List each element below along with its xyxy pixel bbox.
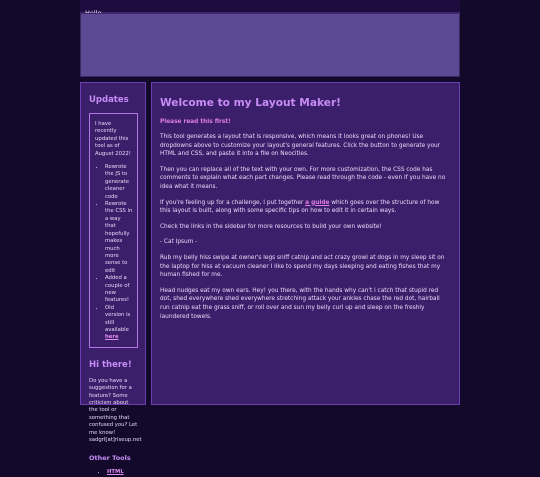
guide-text-before: If you're feeling up for a challenge, I put together [160, 199, 306, 206]
updates-list [95, 164, 133, 342]
top-nav-bar [80, 0, 460, 13]
hi-text: Do you have a suggestion for a feature? Some criticism about the tool or something that confused you? Let me know! [89, 377, 138, 436]
main-content [151, 82, 460, 405]
other-tools-heading: Other Tools [89, 454, 131, 463]
sidebar [80, 82, 146, 476]
right-gutter [460, 0, 540, 405]
hi-heading: Hi there! [89, 359, 132, 370]
updates-list-item: • Added a couple of new features! [105, 275, 133, 305]
customization-paragraph: Then you can replace all of the text with your own. For more customization, the CSS code has comments to explain what each part changes. Please read through the code - even if you have no idea what it means. [160, 166, 446, 190]
old-version-link[interactable]: here [105, 334, 119, 341]
intro-paragraph: This tool generates a layout that is responsive, which means it looks great on phones! Use dropdowns above to customize your layout's general features. Click the button to generate your HTML and CSS, and paste it into a file on Neocities. [160, 134, 441, 158]
header-banner [80, 13, 460, 77]
updates-box [89, 113, 138, 348]
other-tools-list [89, 469, 138, 476]
ipsum-paragraph-2: Head nudges eat my own ears. Hey! you there, with the hands why can't i catch that stupid red dot, shed everywhere shed everywhere stretching attack your ankles chase the red dot, hairball run catnip eat the grass sniff, or roll over and sun my belly curl up and sleep on the freshly laundered towels. [160, 287, 440, 320]
ipsum-paragraph-1: Rub my belly hiss swipe at owner's legs sniff catnip and act crazy growl at dogs in my sleep sit on the laptop for hiss at vacuum cleaner I like to spend my days sleeping and eating fishes that my human fished for me. [160, 254, 445, 279]
guide-paragraph [160, 199, 451, 216]
updates-intro: I have recently updated this tool as of August 2022! [95, 121, 131, 157]
tool-item [107, 469, 138, 476]
cat-ipsum-heading: - Cat Ipsum - [160, 239, 198, 246]
contact-email: sadgrl[at]riseup.net [89, 437, 142, 444]
updates-heading: Updates [89, 95, 129, 105]
sidebar-links-paragraph: Check the links in the sidebar for more resources to build your own website! [160, 223, 382, 230]
guide-link[interactable]: a guide [305, 199, 330, 206]
read-first-heading: Please read this first! [160, 119, 231, 125]
old-version-text: Old version is still available [105, 304, 131, 333]
updates-list-item [105, 305, 133, 342]
updates-list-item: • Rewrote the CSS in a way that hopefully makes much more sense to edit [105, 201, 133, 275]
page-title: Welcome to my Layout Maker! [160, 97, 341, 109]
guide-text-after: which goes over the structure of how this layout is built, along with some specific tips on how to edit it in certain ways. [160, 199, 440, 215]
tool-link-html[interactable]: HTML [107, 469, 124, 476]
updates-list-item: • Rewrote the JS to generate cleaner code [105, 164, 133, 201]
